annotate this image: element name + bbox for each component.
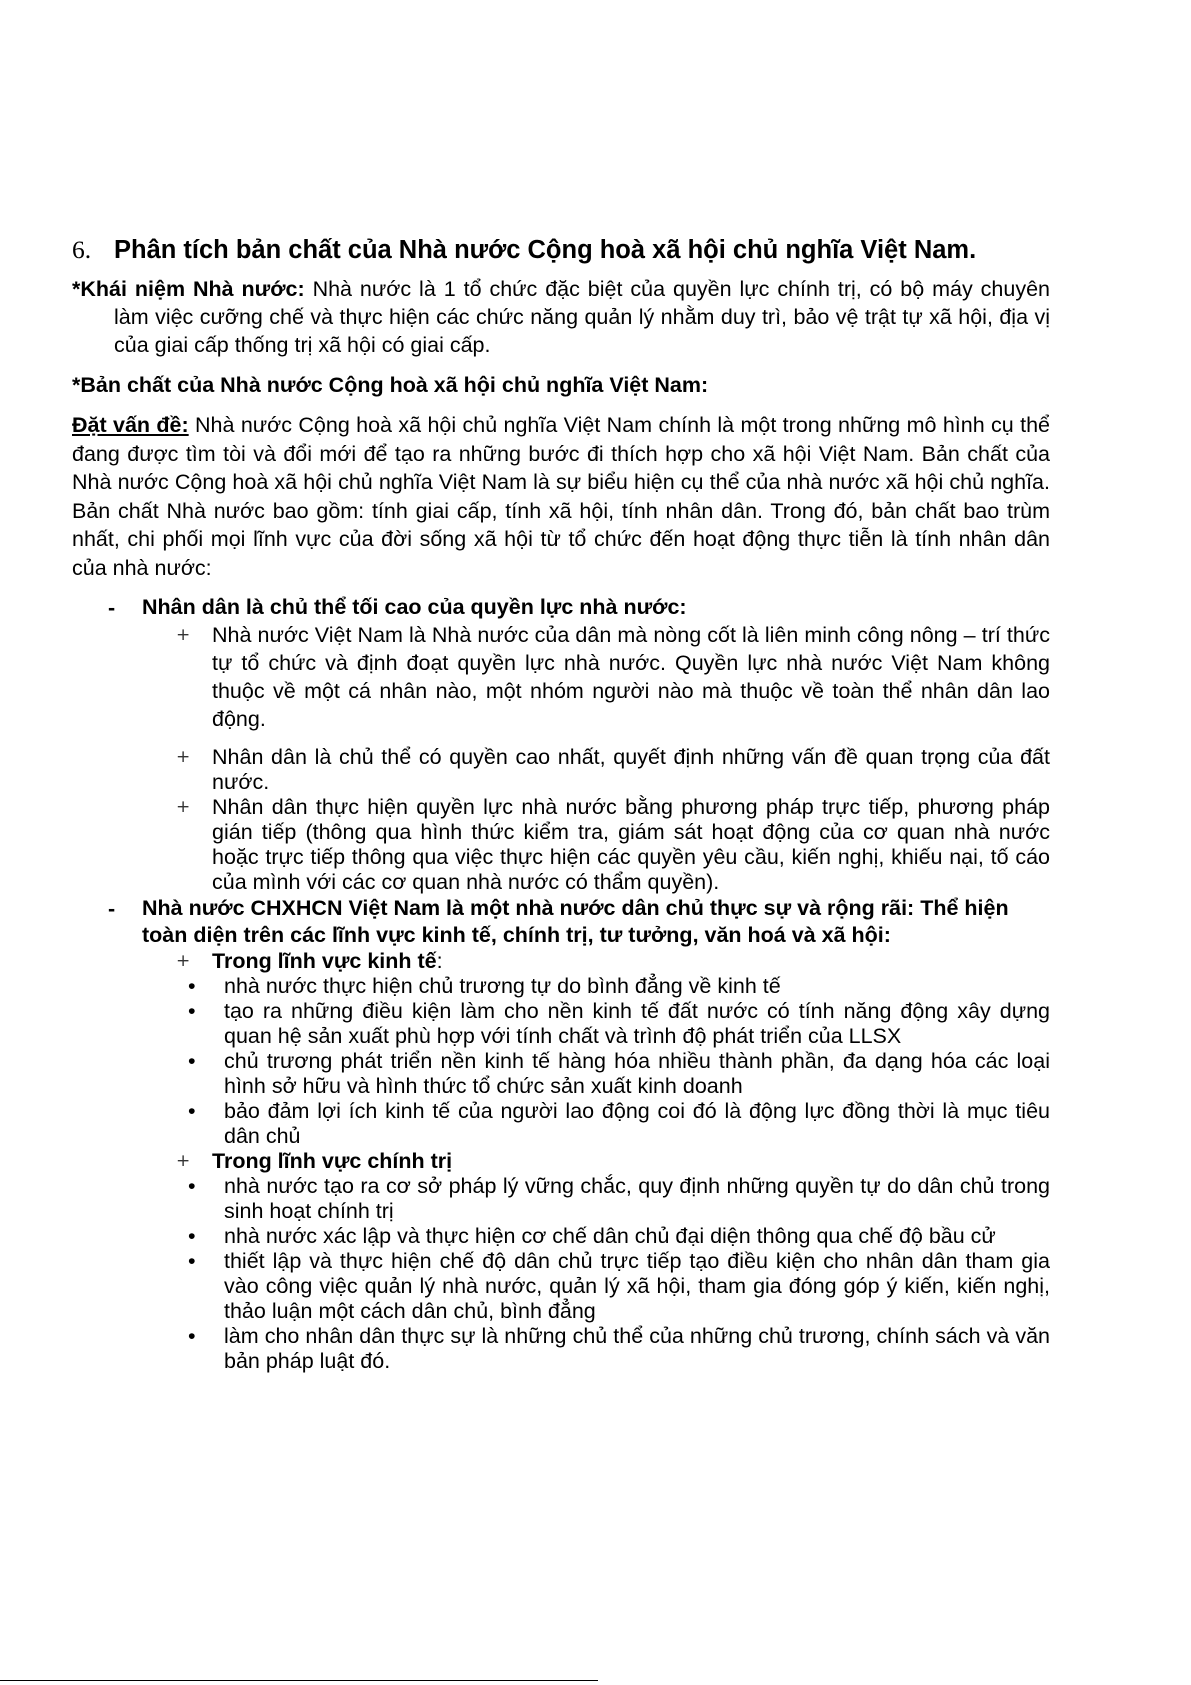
list-item-text: Nhân dân thực hiện quyền lực nhà nước bằng phương pháp trực tiếp, phương pháp gián tiếp (thông qua hình thức kiểm tra, giám sát hoạt động của cơ quan nhà nước hoặc trực tiếp thông qua việc thực hiện các quyền yêu cầu, kiến nghị, khiếu nại, tố cáo của mình với các cơ quan nhà nước có thẩm quyền). [212,795,1050,894]
bullet-text: chủ trương phát triển nền kinh tế hàng hóa nhiều thành phần, đa dạng hóa các loại hình sở hữu và hình thức tổ chức sản xuất kinh doanh [224,1049,1050,1098]
intro-paragraph [72,411,1050,582]
bullet-item [72,999,1050,1049]
plus-marker: + [176,797,191,817]
footer-divider [0,1680,598,1681]
concept-label: *Khái niệm Nhà nước: [72,277,305,301]
question-number: 6. [72,235,92,264]
list-item [72,745,1050,795]
plus-marker: + [176,951,191,971]
list-item [72,621,1050,733]
bullet-text: nhà nước xác lập và thực hiện cơ chế dân chủ đại diện thông qua chế độ bầu cử [224,1224,996,1248]
section-title: Nhân dân là chủ thể tối cao của quyền lực nhà nước: [142,595,687,619]
intro-text: Nhà nước Cộng hoà xã hội chủ nghĩa Việt Nam chính là một trong những mô hình cụ thể đang được tìm tòi và đổi mới để tạo ra những bước đi thích hợp cho xã hội Việt Nam. Bản chất của Nhà nước Cộng hoà xã hội chủ nghĩa Việt Nam là sự biểu hiện cụ thể của nhà nước xã hội chủ nghĩa. Bản chất Nhà nước bao gồm: tính giai cấp, tính xã hội, tính nhân dân. Trong đó, bản chất bao trùm nhất, chi phối mọi lĩnh vực của đời sống xã hội từ tổ chức đến hoạt động thực tiễn là tính nhân dân của nhà nước: [72,413,1051,580]
concept-text: Nhà nước là 1 tổ chức đặc biệt của quyền lực chính trị, có bộ máy chuyên làm việc cưỡng chế và thực hiện các chức năng quản lý nhằm duy trì, bảo vệ trật tự xã hội, địa vị của giai cấp thống trị xã hội có giai cấp. [114,277,1051,357]
bullet-dot: • [188,1174,196,1198]
document-page [72,233,1050,1374]
bullet-text: nhà nước thực hiện chủ trương tự do bình đẳng về kinh tế [224,974,781,998]
question-title: Phân tích bản chất của Nhà nước Cộng hoà xã hội chủ nghĩa Việt Nam. [114,236,977,264]
bullet-item [72,1174,1050,1224]
section-title: Nhà nước CHXHCN Việt Nam là một nhà nước dân chủ thực sự và rộng rãi: Thể hiện toàn diện trên các lĩnh vực kinh tế, chính trị, tư tưởng, văn hoá và xã hội: [142,896,1009,947]
bullet-dot: • [188,974,196,998]
bullet-item [72,1249,1050,1324]
bullet-text: thiết lập và thực hiện chế độ dân chủ trực tiếp tạo điều kiện cho nhân dân tham gia vào công việc quản lý nhà nước, quản lý xã hội, tham gia đóng góp ý kiến, kiến nghị, thảo luận một cách dân chủ, bình đẳng [224,1249,1050,1323]
section-democracy [72,895,1050,949]
subsection-economy [72,949,1050,974]
bullet-dot: • [188,999,196,1023]
subsection-title: Trong lĩnh vực kinh tế [212,949,437,973]
plus-marker: + [176,625,191,645]
bullet-text: tạo ra những điều kiện làm cho nền kinh tế đất nước có tính năng động xây dựng quan hệ sản xuất phù hợp với tính chất và trình độ phát triển của LLSX [224,999,1050,1048]
bullet-text: nhà nước tạo ra cơ sở pháp lý vững chắc, quy định những quyền tự do dân chủ trong sinh hoạt chính trị [224,1174,1050,1223]
subsection-suffix: : [436,949,443,973]
bullet-item [72,1049,1050,1099]
section-people-sovereignty [72,594,1050,621]
bullet-text: bảo đảm lợi ích kinh tế của người lao động coi đó là động lực đồng thời là mục tiêu dân chủ [224,1099,1050,1148]
bullet-text: làm cho nhân dân thực sự là những chủ thể của những chủ trương, chính sách và văn bản pháp luật đó. [224,1324,1050,1373]
bullet-item [72,974,1050,999]
dash-marker: - [108,897,116,921]
intro-label: Đặt vấn đề: [72,413,189,437]
list-item-text: Nhân dân là chủ thể có quyền cao nhất, quyết định những vấn đề quan trọng của đất nước. [212,745,1050,794]
subsection-politics [72,1149,1050,1174]
bullet-dot: • [188,1324,196,1348]
bullet-dot: • [188,1249,196,1273]
concept-paragraph [72,275,1050,359]
plus-marker: + [176,1151,191,1171]
bullet-item [72,1224,1050,1249]
bullet-dot: • [188,1099,196,1123]
nature-heading: *Bản chất của Nhà nước Cộng hoà xã hội chủ nghĩa Việt Nam: [72,373,709,397]
list-item-text: Nhà nước Việt Nam là Nhà nước của dân mà nòng cốt là liên minh công nông – trí thức tự tổ chức và định đoạt quyền lực nhà nước. Quyền lực nhà nước Việt Nam không thuộc về một cá nhân nào, một nhóm người nào mà thuộc về toàn thể nhân dân lao động. [212,623,1050,731]
dash-marker: - [108,596,116,620]
list-item [72,795,1050,895]
subsection-title: Trong lĩnh vực chính trị [212,1149,453,1173]
bullet-dot: • [188,1049,196,1073]
bullet-item [72,1099,1050,1149]
bullet-dot: • [188,1224,196,1248]
plus-marker: + [176,747,191,767]
bullet-item [72,1324,1050,1374]
question-heading [72,233,1050,267]
